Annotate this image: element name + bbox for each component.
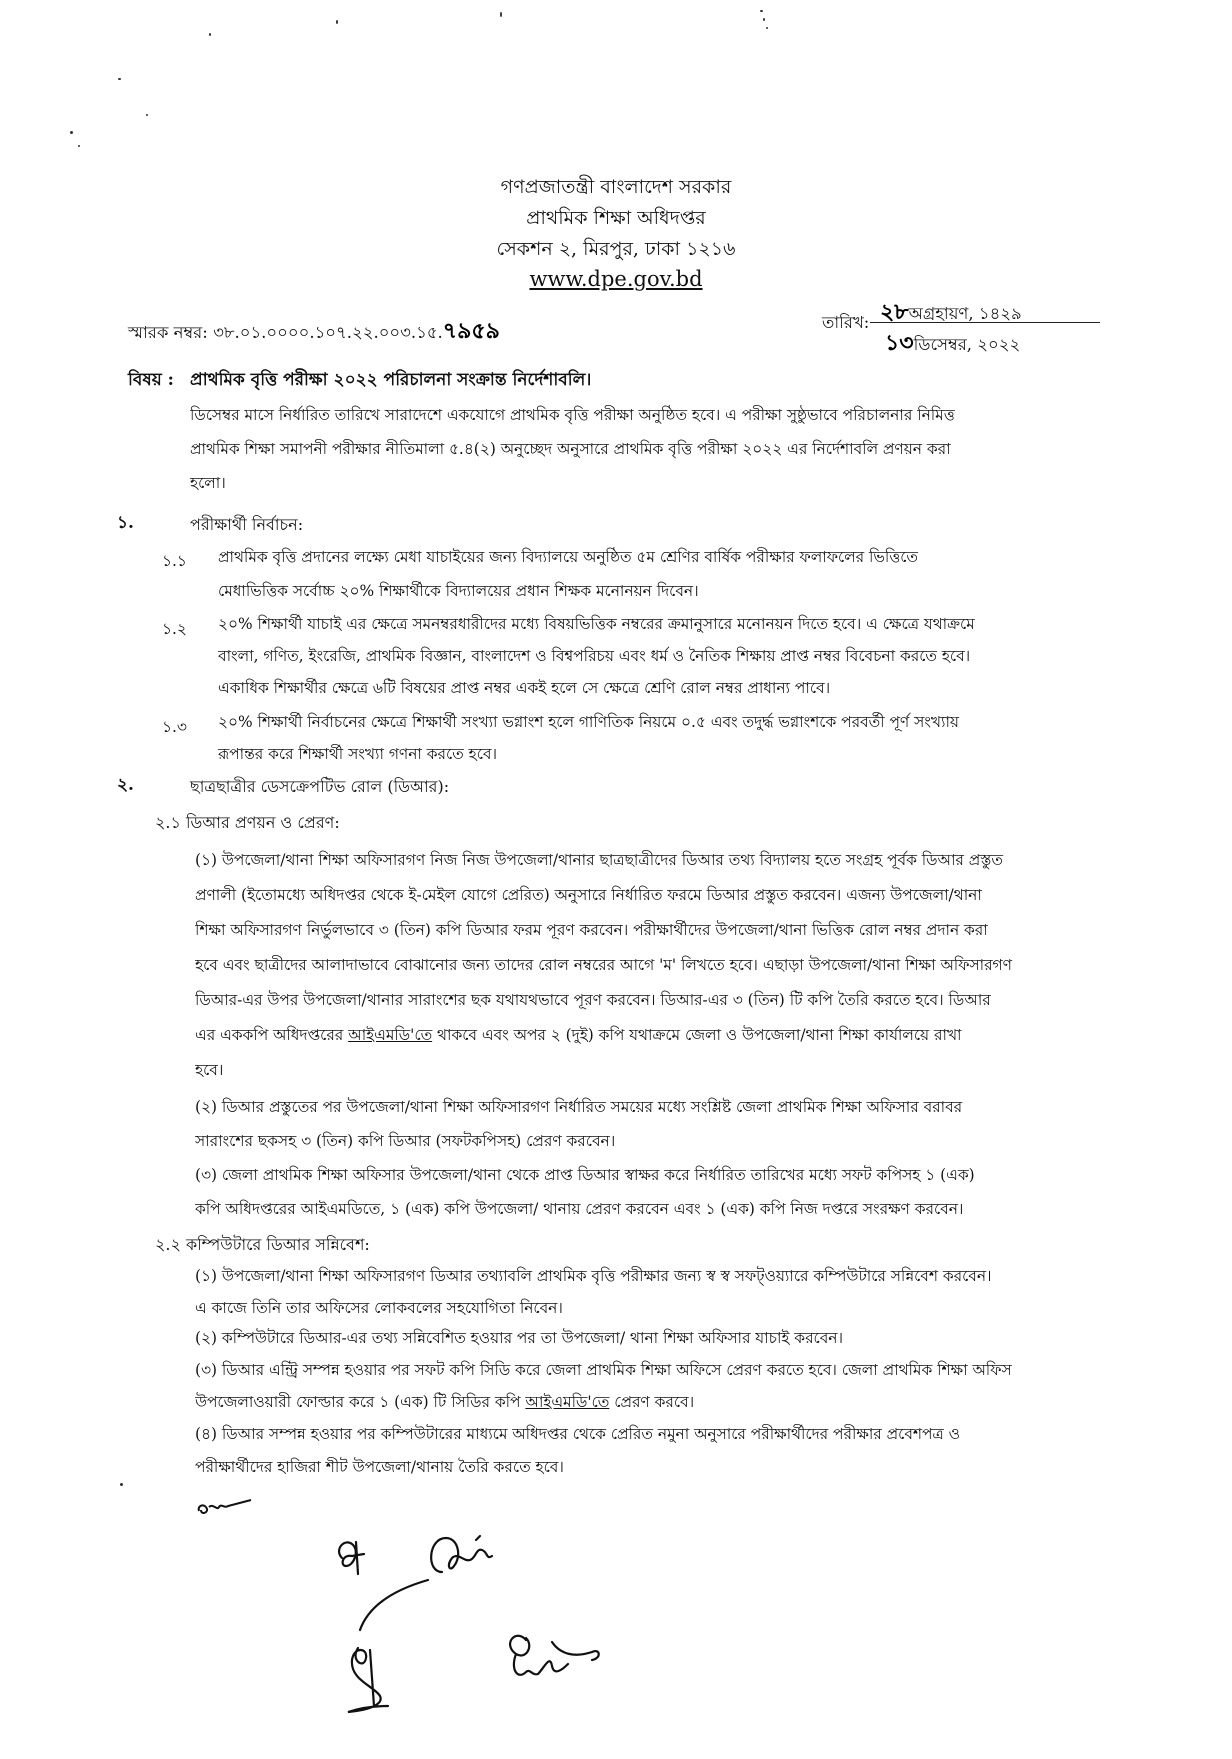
intro-paragraph bbox=[190, 398, 1088, 500]
section2-title: ছাত্রছাত্রীর ডেসক্রেপটিভ রোল (ডিআর): bbox=[190, 777, 450, 796]
para-text: এর এককপি অধিদপ্তরের bbox=[195, 1026, 349, 1044]
date-english-day: ১৩ bbox=[885, 331, 914, 356]
para-line: পরীক্ষার্থীদের হাজিরা শীট উপজেলা/থানায় তৈরি করতে হবে। bbox=[195, 1458, 564, 1476]
subsection-2-2-para-4 bbox=[195, 1418, 1088, 1484]
item-1-3-line: রূপান্তর করে শিক্ষার্থী সংখ্যা গণনা করতে হবে। bbox=[218, 745, 497, 763]
para-line: (৪) ডিআর সম্পন্ন হওয়ার পর কম্পিউটারের মাধ্যমে অধিদপ্তর থেকে প্রেরিত নমুনা অনুসারে পরীক্ষার্থীদের পরীক্ষার প্রবেশপত্র ও bbox=[195, 1425, 960, 1443]
subsection-2-1-title: ২.১ ডিআর প্রণয়ন ও প্রেরণ: bbox=[155, 813, 340, 832]
item-1-1-number: ১.১ bbox=[162, 552, 187, 570]
date-label: তারিখ: bbox=[822, 313, 870, 332]
memo-number bbox=[128, 314, 500, 351]
para-line: কপি অধিদপ্তরের আইএমডিতে, ১ (এক) কপি উপজেলা/ থানায় প্রেরণ করবেন এবং ১ (এক) কপি নিজ দপ্তরে সংরক্ষণ করবেন। bbox=[195, 1200, 964, 1218]
scan-speck bbox=[209, 33, 211, 36]
scan-speck bbox=[78, 145, 80, 147]
intro-line: প্রাথমিক শিক্ষা সমাপনী পরীক্ষার নীতিমালা ৫.৪(২) অনুচ্ছেদ অনুসারে প্রাথমিক বৃত্তি পরীক্ষা ২০২২ এর নির্দেশাবলি প্রণয়ন করা bbox=[190, 440, 951, 458]
scan-speck bbox=[146, 114, 148, 116]
item-1-1-text bbox=[218, 540, 1088, 608]
header-website-link[interactable]: www.dpe.gov.bd bbox=[529, 267, 703, 291]
memo-number-value: ৩৮.০১.০০০০.১০৭.২২.০০৩.১৫. bbox=[213, 323, 443, 342]
section1-number: ১. bbox=[117, 513, 134, 533]
para-text: উপজেলাওয়ারী ফোল্ডার করে ১ (এক) টি সিডির কপি bbox=[195, 1393, 526, 1411]
para-text: থাকবে এবং অপর ২ (দুই) কপি যথাক্রমে জেলা ও উপজেলা/থানা শিক্ষা কার্যালয়ে রাখা bbox=[432, 1026, 962, 1044]
imd-underlined-text: আইএমডি'তে bbox=[525, 1393, 610, 1411]
memo-label: স্মারক নম্বর: bbox=[128, 323, 208, 342]
item-1-2-line: বাংলা, গণিত, ইংরেজি, প্রাথমিক বিজ্ঞান, বাংলাদেশ ও বিশ্বপরিচয় এবং ধর্ম ও নৈতিক শিক্ষায় প্রাপ্ত নম্বর বিবেচনা করতে হবে। bbox=[218, 647, 971, 665]
para-line: শিক্ষা অফিসারগণ নির্ভুলভাবে ৩ (তিন) কপি ডিআর ফরম পূরণ করবেন। পরীক্ষার্থীদের উপজেলা/থানা ভিত্তিক রোল নম্বর প্রদান করা bbox=[195, 921, 988, 939]
para-line: (২) কম্পিউটারে ডিআর-এর তথ্য সন্নিবেশিত হওয়ার পর তা উপজেলা/ থানা শিক্ষা অফিসার যাচাই করবেন। bbox=[195, 1329, 843, 1347]
header-department: প্রাথমিক শিক্ষা অধিদপ্তর bbox=[526, 207, 706, 229]
header-address: সেকশন ২, মিরপুর, ঢাকা ১২১৬ bbox=[496, 238, 736, 260]
intro-line: হলো। bbox=[190, 474, 226, 492]
memo-number-handwritten: ৭৯৫৯ bbox=[442, 319, 500, 344]
scan-speck bbox=[760, 10, 763, 12]
scan-speck bbox=[70, 131, 73, 134]
intro-line: ডিসেম্বর মাসে নির্ধারিত তারিখে সারাদেশে একযোগে প্রাথমিক বৃত্তি পরীক্ষা অনুষ্ঠিত হবে। এ পরীক্ষা সুষ্ঠুভাবে পরিচালনার নিমিত্ত bbox=[190, 406, 955, 424]
para-line: (১) উপজেলা/থানা শিক্ষা অফিসারগণ নিজ নিজ উপজেলা/থানার ছাত্রছাত্রীদের ডিআর তথ্য বিদ্যালয় হতে সংগ্রহ পূর্বক ডিআর প্রস্তুত bbox=[195, 851, 1003, 869]
item-1-2-text bbox=[218, 608, 1088, 704]
subsection-2-2-para-2 bbox=[195, 1322, 1088, 1354]
subsection-2-2-para-3 bbox=[195, 1354, 1088, 1418]
item-1-2-line: একাধিক শিক্ষার্থীর ক্ষেত্রে ৬টি বিষয়ের প্রাপ্ত নম্বর একই হলে সে ক্ষেত্রে শ্রেণি রোল নম্বর প্রাধান্য পাবে। bbox=[218, 679, 831, 697]
scan-speck bbox=[763, 18, 765, 21]
scan-speck bbox=[120, 1483, 123, 1486]
item-1-2-line: ২০% শিক্ষার্থী যাচাই এর ক্ষেত্রে সমনম্বরধারীদের মধ্যে বিষয়ভিত্তিক নম্বরের ক্রমানুসারে মনোনয়ন দিতে হবে। এ ক্ষেত্রে যথাক্রমে bbox=[218, 615, 975, 633]
subsection-2-2-para-1 bbox=[195, 1260, 1088, 1324]
para-line: (৩) জেলা প্রাথমিক শিক্ষা অফিসার উপজেলা/থানা থেকে প্রাপ্ত ডিআর স্বাক্ষর করে নির্ধারিত তারিখের মধ্যে সফট কপিসহ ১ (এক) bbox=[195, 1166, 975, 1184]
scan-speck bbox=[766, 27, 768, 29]
imd-underlined-text: আইএমডি'তে bbox=[348, 1026, 433, 1044]
para-line bbox=[195, 1386, 1088, 1418]
para-line: (২) ডিআর প্রস্তুতের পর উপজেলা/থানা শিক্ষা অফিসারগণ নির্ধারিত সময়ের মধ্যে সংশ্লিষ্ট জেলা প্রাথমিক শিক্ষা অফিসার বরাবর bbox=[195, 1098, 963, 1116]
signature-initials-icon bbox=[195, 1497, 255, 1521]
subsection-2-2-title: ২.২ কম্পিউটারে ডিআর সন্নিবেশ: bbox=[155, 1235, 370, 1254]
item-1-3-number: ১.৩ bbox=[162, 718, 187, 736]
section1-title: পরীক্ষার্থী নির্বাচন: bbox=[190, 515, 304, 534]
para-line: এ কাজে তিনি তার অফিসের লোকবলের সহযোগিতা নিবেন। bbox=[195, 1299, 563, 1317]
para-line: হবে। bbox=[195, 1061, 224, 1079]
subject-text: প্রাথমিক বৃত্তি পরীক্ষা ২০২২ পরিচালনা সংক্রান্ত নির্দেশাবলি। bbox=[190, 370, 592, 390]
item-1-3-line: ২০% শিক্ষার্থী নির্বাচনের ক্ষেত্রে শিক্ষার্থী সংখ্যা ভগ্নাংশ হলে গাণিতিক নিয়মে ০.৫ এবং তদুর্দ্ধ ভগ্নাংশকে পরবর্তী পূর্ণ সংখ্যায় bbox=[218, 713, 959, 731]
header-government: গণপ্রজাতন্ত্রী বাংলাদেশ সরকার bbox=[500, 176, 732, 198]
subsection-2-1-para-3 bbox=[195, 1158, 1088, 1226]
signature-icon bbox=[330, 1530, 620, 1740]
section2-number: ২. bbox=[117, 775, 134, 795]
para-line: (৩) ডিআর এন্ট্রি সম্পন্ন হওয়ার পর সফট কপি সিডি করে জেলা প্রাথমিক শিক্ষা অফিসে প্রেরণ করতে হবে। জেলা প্রাথমিক শিক্ষা অফিস bbox=[195, 1361, 1012, 1379]
para-line: প্রণালী (ইতোমধ্যে অধিদপ্তর থেকে ই-মেইল যোগে প্রেরিত) অনুসারে নির্ধারিত ফরমে ডিআর প্রস্তুত করবেন। এজন্য উপজেলা/থানা bbox=[195, 886, 982, 904]
para-line: ডিআর-এর উপর উপজেলা/থানার সারাংশের ছক যথাযথভাবে পূরণ করবেন। ডিআর-এর ৩ (তিন) টি কপি তৈরি করতে হবে। ডিআর bbox=[195, 991, 991, 1009]
scan-speck bbox=[118, 78, 121, 80]
scan-speck bbox=[500, 12, 502, 17]
para-text: প্রেরণ করবে। bbox=[609, 1393, 695, 1411]
date-divider bbox=[870, 322, 1100, 323]
para-line: সারাংশের ছকসহ ৩ (তিন) কপি ডিআর (সফটকপিসহ) প্রেরণ করবেন। bbox=[195, 1132, 616, 1150]
date-english-rest: ডিসেম্বর, ২০২২ bbox=[913, 335, 1021, 354]
item-1-1-line: প্রাথমিক বৃত্তি প্রদানের লক্ষ্যে মেধা যাচাইয়ের জন্য বিদ্যালয়ে অনুষ্ঠিত ৫ম শ্রেণির বার্ষিক পরীক্ষার ফলাফলের ভিত্তিতে bbox=[218, 548, 918, 566]
scan-speck bbox=[336, 20, 338, 24]
date-bangla-day: ২৮ bbox=[880, 300, 909, 325]
item-1-1-line: মেধাভিত্তিক সর্বোচ্চ ২০% শিক্ষার্থীকে বিদ্যালয়ের প্রধান শিক্ষক মনোনয়ন দিবেন। bbox=[218, 582, 699, 600]
item-1-3-text bbox=[218, 706, 1088, 770]
subject-label: বিষয় : bbox=[128, 370, 174, 390]
para-line bbox=[195, 1018, 1088, 1053]
subsection-2-1-para-1 bbox=[195, 843, 1088, 1088]
date-english bbox=[885, 326, 1020, 363]
item-1-2-number: ১.২ bbox=[162, 620, 187, 638]
para-line: হবে এবং ছাত্রীদের আলাদাভাবে বোঝানোর জন্য তাদের রোল নম্বরের আগে 'ম' লিখতে হবে। এছাড়া উপজেলা/থানা শিক্ষা অফিসারগণ bbox=[195, 956, 1012, 974]
para-line: (১) উপজেলা/থানা শিক্ষা অফিসারগণ ডিআর তথ্যাবলি প্রাথমিক বৃত্তি পরীক্ষার জন্য স্ব স্ব সফট্ওয়্যারে কম্পিউটারে সন্নিবেশ করবেন। bbox=[195, 1267, 992, 1285]
date-bangla-rest: অগ্রহায়ণ, ১৪২৯ bbox=[908, 304, 1022, 323]
subsection-2-1-para-2 bbox=[195, 1090, 1088, 1158]
